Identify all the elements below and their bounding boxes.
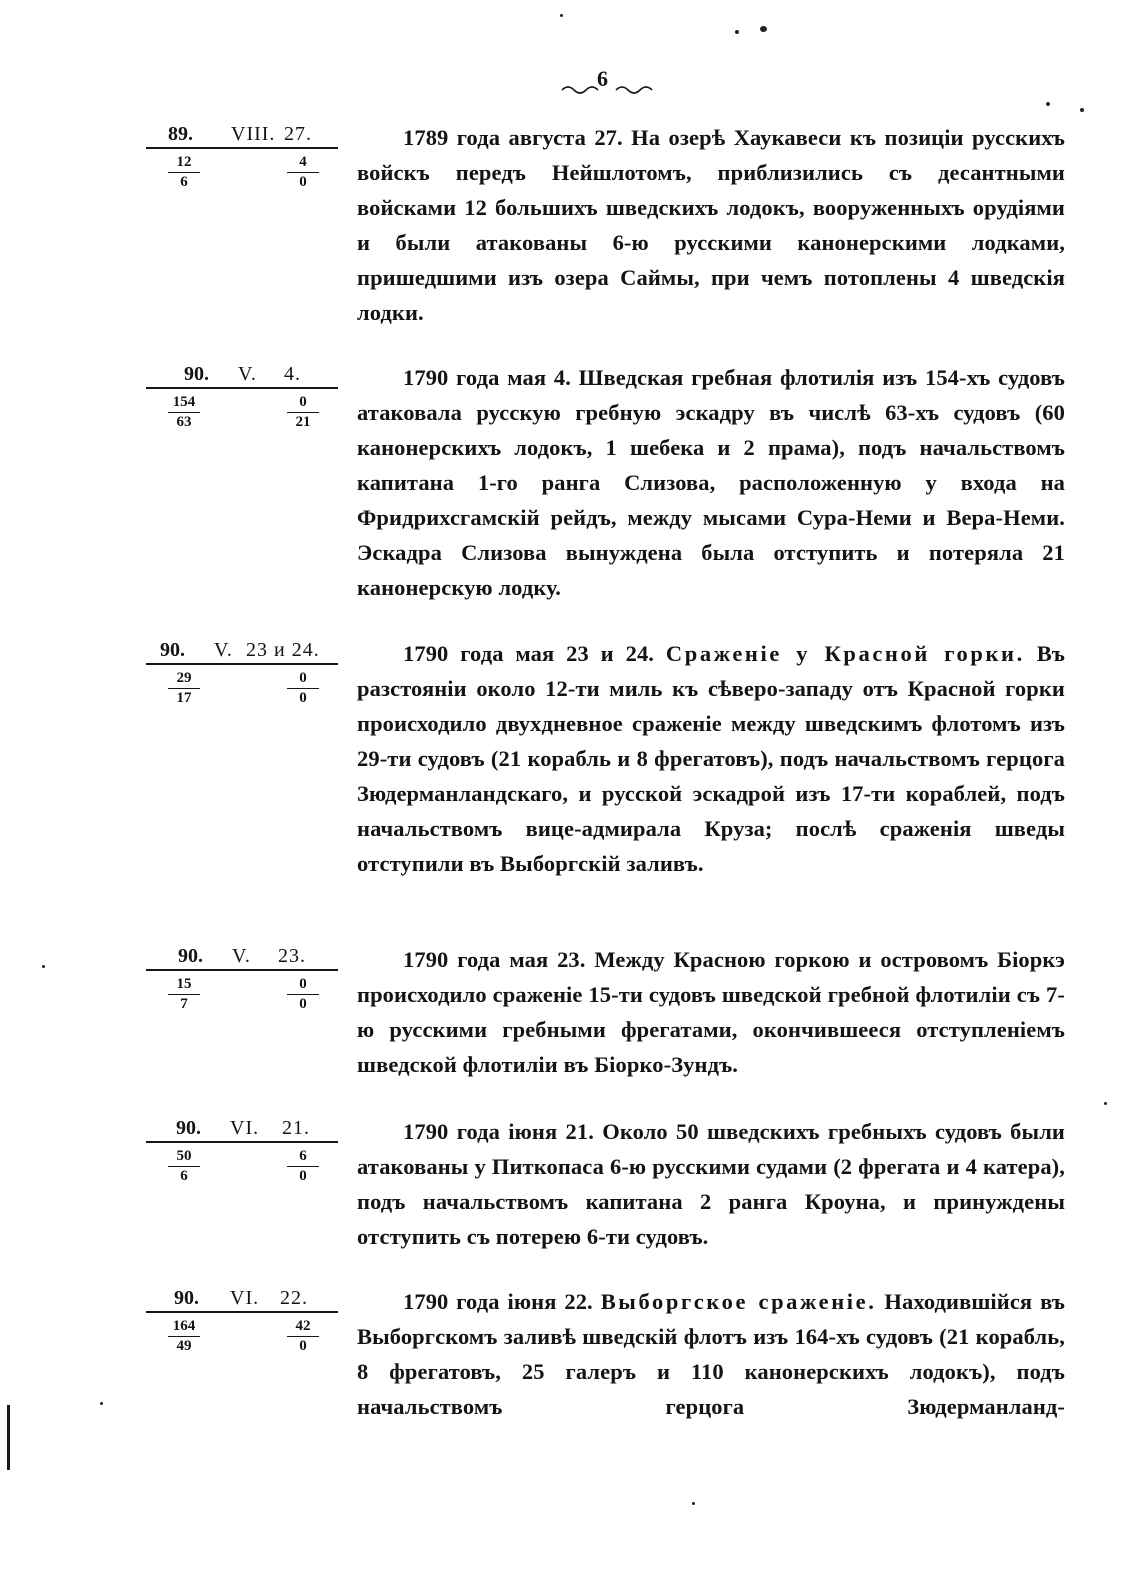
swedish-engaged: 154 — [172, 394, 196, 410]
entry-text — [357, 120, 1065, 330]
fraction-bar — [287, 688, 319, 689]
scan-speck — [42, 965, 45, 968]
entry-body: Находившійся въ Выборгскомъ заливѣ шведскій флотъ изъ 164-хъ судовъ (21 корабль, 8 фрегатовъ, 25 галеръ и 110 канонерскихъ лодокъ), подъ начальствомъ герцога Зюдерманланд- — [357, 1289, 1065, 1419]
fraction-bar — [287, 412, 319, 413]
date-day: 4. — [284, 363, 301, 385]
entry-sidebar — [146, 1114, 338, 1184]
date-year: 90. — [176, 1117, 201, 1139]
swedish-engaged: 29 — [176, 670, 192, 686]
russian-lost: 0 — [299, 174, 307, 190]
date-year: 89. — [168, 123, 193, 145]
entry-sidebar — [146, 636, 338, 706]
scan-speck — [692, 1502, 695, 1505]
date-month: VI. — [230, 1287, 260, 1309]
ornament-flourish-icon — [560, 66, 660, 100]
russian-lost: 21 — [295, 414, 311, 430]
russian-engaged: 6 — [299, 1148, 307, 1164]
russian-forces-fraction — [287, 976, 319, 1013]
swedish-lost: 17 — [176, 690, 192, 706]
entry-paragraph — [357, 1284, 1065, 1424]
date-month: V. — [232, 945, 251, 967]
swedish-engaged: 164 — [172, 1318, 196, 1334]
entry-paragraph — [357, 636, 1065, 881]
russian-forces-fraction — [287, 1148, 319, 1185]
entry-paragraph: 1789 года августа 27. На озерѣ Хаукавеси къ позиціи русскихъ войскъ передъ Нейшлотомъ, приблизились съ десантными войсками 12 большихъ шведскихъ лодокъ, вооруженныхъ орудіями и были атакованы 6-ю русскими канонерскими лодками, пришедшими изъ озера Саймы, при чемъ потоплены 4 шведскія лодки. — [357, 125, 1065, 325]
fraction-bar — [168, 1336, 200, 1337]
entry-sidebar — [146, 942, 338, 1012]
swedish-engaged: 15 — [176, 976, 192, 992]
battle-title: Сраженіе у Красной горки. — [665, 641, 1025, 666]
swedish-lost: 6 — [180, 1168, 188, 1184]
russian-lost: 0 — [299, 996, 307, 1012]
russian-forces-fraction — [287, 394, 319, 431]
russian-lost: 0 — [299, 690, 307, 706]
swedish-forces-fraction — [168, 394, 200, 431]
fraction-bar — [287, 1336, 319, 1337]
fraction-bar — [287, 994, 319, 995]
fraction-bar — [287, 172, 319, 173]
scan-speck — [1104, 1102, 1107, 1105]
russian-forces-fraction — [287, 154, 319, 191]
date-month: VI. — [230, 1117, 260, 1139]
entry-paragraph: 1790 года мая 23. Между Красною горкою и островомъ Біоркэ происходило сраженіе 15-ти судовъ шведской гребной флотиліи съ 7-ю русскими гребными фрегатами, окончившееся отступленіемъ шведской флотиліи въ Біорко-Зундъ. — [357, 947, 1065, 1077]
russian-lost: 0 — [299, 1338, 307, 1354]
entry-date — [146, 942, 338, 971]
entry-text — [357, 360, 1065, 605]
russian-lost: 0 — [299, 1168, 307, 1184]
swedish-engaged: 50 — [176, 1148, 192, 1164]
entry-text — [357, 942, 1065, 1082]
date-day: 23 и 24. — [246, 639, 320, 661]
battle-title: Выборгское сраженіе. — [600, 1289, 877, 1314]
entry-sidebar — [146, 1284, 338, 1354]
scan-speck — [1046, 102, 1050, 106]
date-year: 90. — [174, 1287, 199, 1309]
date-month: V. — [238, 363, 257, 385]
fraction-bar — [168, 994, 200, 995]
date-month: VIII. — [231, 123, 276, 145]
swedish-lost: 6 — [180, 174, 188, 190]
russian-forces-fraction — [287, 670, 319, 707]
entry-text — [357, 636, 1065, 881]
entry-date — [146, 360, 338, 389]
page-number: 6 — [597, 66, 608, 91]
swedish-forces-fraction — [168, 670, 200, 707]
date-year: 90. — [178, 945, 203, 967]
russian-engaged: 4 — [299, 154, 307, 170]
entry-paragraph: 1790 года мая 4. Шведская гребная флотилія изъ 154-хъ судовъ атаковала русскую гребную эскадру въ числѣ 63-хъ судовъ (60 канонерскихъ лодокъ, 1 шебека и 2 прама), подъ начальствомъ капитана 1-го ранга Слизова, расположенную у входа на Фридрихсгамскій рейдъ, между мысами Сура-Неми и Вера-Неми. Эскадра Слизова вынуждена была отступить и потеряла 21 канонерскую лодку. — [357, 365, 1065, 600]
entry-sidebar — [146, 120, 338, 190]
swedish-forces-fraction — [168, 1318, 200, 1355]
russian-engaged: 42 — [295, 1318, 311, 1334]
date-day: 22. — [280, 1287, 308, 1309]
entry-date — [146, 1114, 338, 1143]
date-day: 27. — [284, 123, 312, 145]
swedish-engaged: 12 — [176, 154, 192, 170]
fraction-bar — [168, 172, 200, 173]
entry-sidebar — [146, 360, 338, 430]
fraction-bar — [168, 1166, 200, 1167]
scan-speck — [735, 30, 739, 34]
entry-date — [146, 120, 338, 149]
date-day: 23. — [278, 945, 306, 967]
swedish-forces-fraction — [168, 1148, 200, 1185]
date-day: 21. — [282, 1117, 310, 1139]
scan-speck — [1080, 108, 1084, 112]
entry-date — [146, 1284, 338, 1313]
entry-date — [146, 636, 338, 665]
entry-text — [357, 1114, 1065, 1254]
russian-forces-fraction — [287, 1318, 319, 1355]
date-month: V. — [214, 639, 233, 661]
russian-engaged: 0 — [299, 670, 307, 686]
entry-body: Въ разстояніи около 12-ти миль къ сѣверо-западу отъ Красной горки происходило двухдневное сраженіе между шведскимъ флотомъ изъ 29-ти судовъ (21 корабль и 8 фрегатовъ), подъ начальствомъ герцога Зюдерманландскаго, и русской эскадрой изъ 17-ти кораблей, подъ начальствомъ вице-адмирала Круза; послѣ сраженія шведы отступили въ Выборгскій заливъ. — [357, 641, 1066, 876]
page-number-ornament — [560, 66, 660, 100]
fraction-bar — [168, 412, 200, 413]
scan-speck — [760, 26, 767, 32]
swedish-forces-fraction — [168, 154, 200, 191]
swedish-lost: 49 — [176, 1338, 192, 1354]
russian-engaged: 0 — [299, 394, 307, 410]
entry-text — [357, 1284, 1065, 1424]
swedish-lost: 7 — [180, 996, 188, 1012]
swedish-forces-fraction — [168, 976, 200, 1013]
russian-engaged: 0 — [299, 976, 307, 992]
fraction-bar — [168, 688, 200, 689]
entry-lead: 1790 года мая 23 и 24. — [403, 641, 655, 666]
date-year: 90. — [184, 363, 209, 385]
fraction-bar — [287, 1166, 319, 1167]
entry-lead: 1790 года іюня 22. — [403, 1289, 593, 1314]
entry-paragraph: 1790 года іюня 21. Около 50 шведскихъ гребныхъ судовъ были атакованы у Питкопаса 6-ю русскими судами (2 фрегата и 4 катера), подъ начальствомъ капитана 2 ранга Кроуна, и принуждены отступить съ потерею 6-ти судовъ. — [357, 1119, 1065, 1249]
swedish-lost: 63 — [176, 414, 192, 430]
scan-speck — [560, 14, 563, 17]
scan-edge-mark — [7, 1405, 10, 1470]
date-year: 90. — [160, 639, 185, 661]
scan-speck — [100, 1402, 103, 1405]
